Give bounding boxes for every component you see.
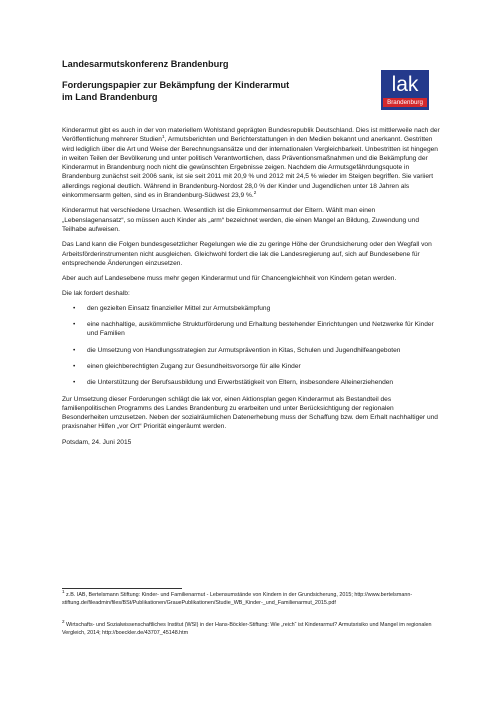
footnote-mark-2: 2 (62, 619, 65, 625)
title-line-1: Forderungspapier zur Bekämpfung der Kinderarmut (62, 80, 290, 90)
footnote-1 (62, 589, 440, 607)
paragraph-intro-text-a: Kinderarmut gibt es auch in der von materiellem Wohlstand geprägten Bundesrepublik Deutschland. Dies ist mittlerweile nach der Veröffentlichung mehrerer Studien (62, 127, 440, 144)
date-line: Potsdam, 24. Juni 2015 (62, 438, 132, 446)
bullet-icon: • (73, 379, 76, 387)
footnote-2 (62, 619, 440, 637)
paragraph-action-plan: Zur Umsetzung dieser Forderungen schlägt die lak vor, einen Aktionsplan gegen Kinderarmut als Bestandteil des familienpolitischen Programms des Landes Brandenburg zu erarbeiten und unter Berücksichtigung der regionalen Besonderheiten umzusetzen. Neben der sozialräumlichen Datenerhebung muss der Schaffung bzw. dem Erhalt nachhaltiger und praxisnaher Hilfen „vor Ort“ Priorität eingeräumt werden. (62, 395, 438, 431)
bullet-icon: • (73, 321, 76, 329)
footnote-mark-1: 1 (62, 589, 65, 595)
bullet-icon: • (73, 362, 76, 370)
lak-logo (381, 70, 429, 110)
footnote-text-1: z.B. IAB, Bertelsmann Stiftung: Kinder- und Familienarmut - Lebensumstände von Kindern in der Grundsicherung, 2015; http://www.bertelsmann-stiftung.de/fileadmin/files/BSt/Publikationen/GrauePublikationen/Studie_WB_Kinder-_und_Familienarmut_2015.pdf (62, 592, 413, 606)
document-body (62, 126, 440, 453)
paragraph-intro (62, 126, 440, 200)
logo-text: lak (391, 73, 419, 96)
paragraph-intro-text-b: , Armutsberichten und Berichterstattungen in den Medien bekannt und anerkannt. Gestritten wird lediglich über die Art und Weise der Berechnungsansätze und der internationalen Vergleichbarkeit. Unbestritten ist hingegen in weiten Teilen der Bevölkerung und unter politisch Verantwortlichen, dass Präventionsmaßnahmen und die Bekämpfung der Kinderarmut in Brandenburg noch nicht die gewünschten Ergebnisse zeigen. Nachdem die Armutsgefährdungsquote in Brandenburg zunächst seit 2006 sank, ist sie seit 2011 mit 20,9 % und 2012 mit 24,5 % wieder im Steigen begriffen. Sie variiert allerdings regional deutlich. Während in Brandenburg-Nordost 28,0 % der Kinder und Jugendlichen unter 18 Jahren als einkommensarm gelten, sind es in Brandenburg-Südwest 23,9 %. (62, 136, 438, 200)
paragraph-federal: Das Land kann die Folgen bundesgesetzlicher Regelungen wie die zu geringe Höhe der Grundsicherung oder den Wegfall von Arbeitsförderinstrumenten nicht ausgleichen. Gleichwohl fordert die lak die Landesregierung auf, sich auf Bundesebene für entsprechende Änderungen einzusetzen. (62, 241, 432, 267)
demand-text: den gezielten Einsatz finanzieller Mittel zur Armutsbekämpfung (87, 304, 271, 312)
bullet-icon: • (73, 346, 76, 354)
demand-item (62, 346, 440, 355)
logo-subtext: Brandenburg (383, 98, 427, 107)
paragraph-demands-intro: Die lak fordert deshalb: (62, 290, 130, 298)
title-line-2: im Land Brandenburg (62, 92, 158, 102)
demands-list (62, 304, 440, 388)
demand-item (62, 362, 440, 371)
demand-text: die Unterstützung der Berufsausbildung und Erwerbstätigkeit von Eltern, insbesondere Alleinerziehenden (87, 379, 394, 387)
demand-text: die Umsetzung von Handlungsstrategien zur Armutsprävention in Kitas, Schulen und Jugendhilfeangeboten (87, 346, 401, 354)
footnote-separator (62, 588, 182, 589)
paragraph-causes: Kinderarmut hat verschiedene Ursachen. Wesentlich ist die Einkommensarmut der Eltern. Wählt man einen „Lebenslagenansatz“, so müssen auch Kinder als „arm“ bezeichnet werden, die einen Mangel an Bildung, Zuwendung und Teilhabe aufweisen. (62, 207, 420, 233)
demand-item (62, 304, 440, 313)
document-title (62, 79, 362, 103)
footnote-ref-1: 1 (161, 134, 165, 140)
document-header (62, 58, 362, 103)
footnote-text-2: Wirtschafts- und Sozialwissenschaftliches Institut (WSI) in der Hans-Böckler-Stiftung: Wie „reich“ ist Kinderarmut? Armutsrisiko und Mangel im regionalen Vergleich, 2014; http://boeckler.de/43707_45148.htm (62, 622, 432, 636)
demand-text: einen gleichberechtigten Zugang zur Gesundheitsvorsorge für alle Kinder (87, 362, 301, 370)
bullet-icon: • (73, 304, 76, 312)
paragraph-state: Aber auch auf Landesebene muss mehr gegen Kinderarmut und für Chancengleichheit von Kindern getan werden. (62, 275, 397, 283)
demand-item (62, 320, 440, 339)
footnote-ref-2: 2 (253, 189, 257, 195)
organization-name: Landesarmutskonferenz Brandenburg (62, 59, 229, 69)
demand-item (62, 378, 440, 387)
demand-text: eine nachhaltige, auskömmliche Strukturförderung und Erhaltung bestehender Einrichtungen und Netzwerke für Kinder und Familien (87, 321, 434, 338)
